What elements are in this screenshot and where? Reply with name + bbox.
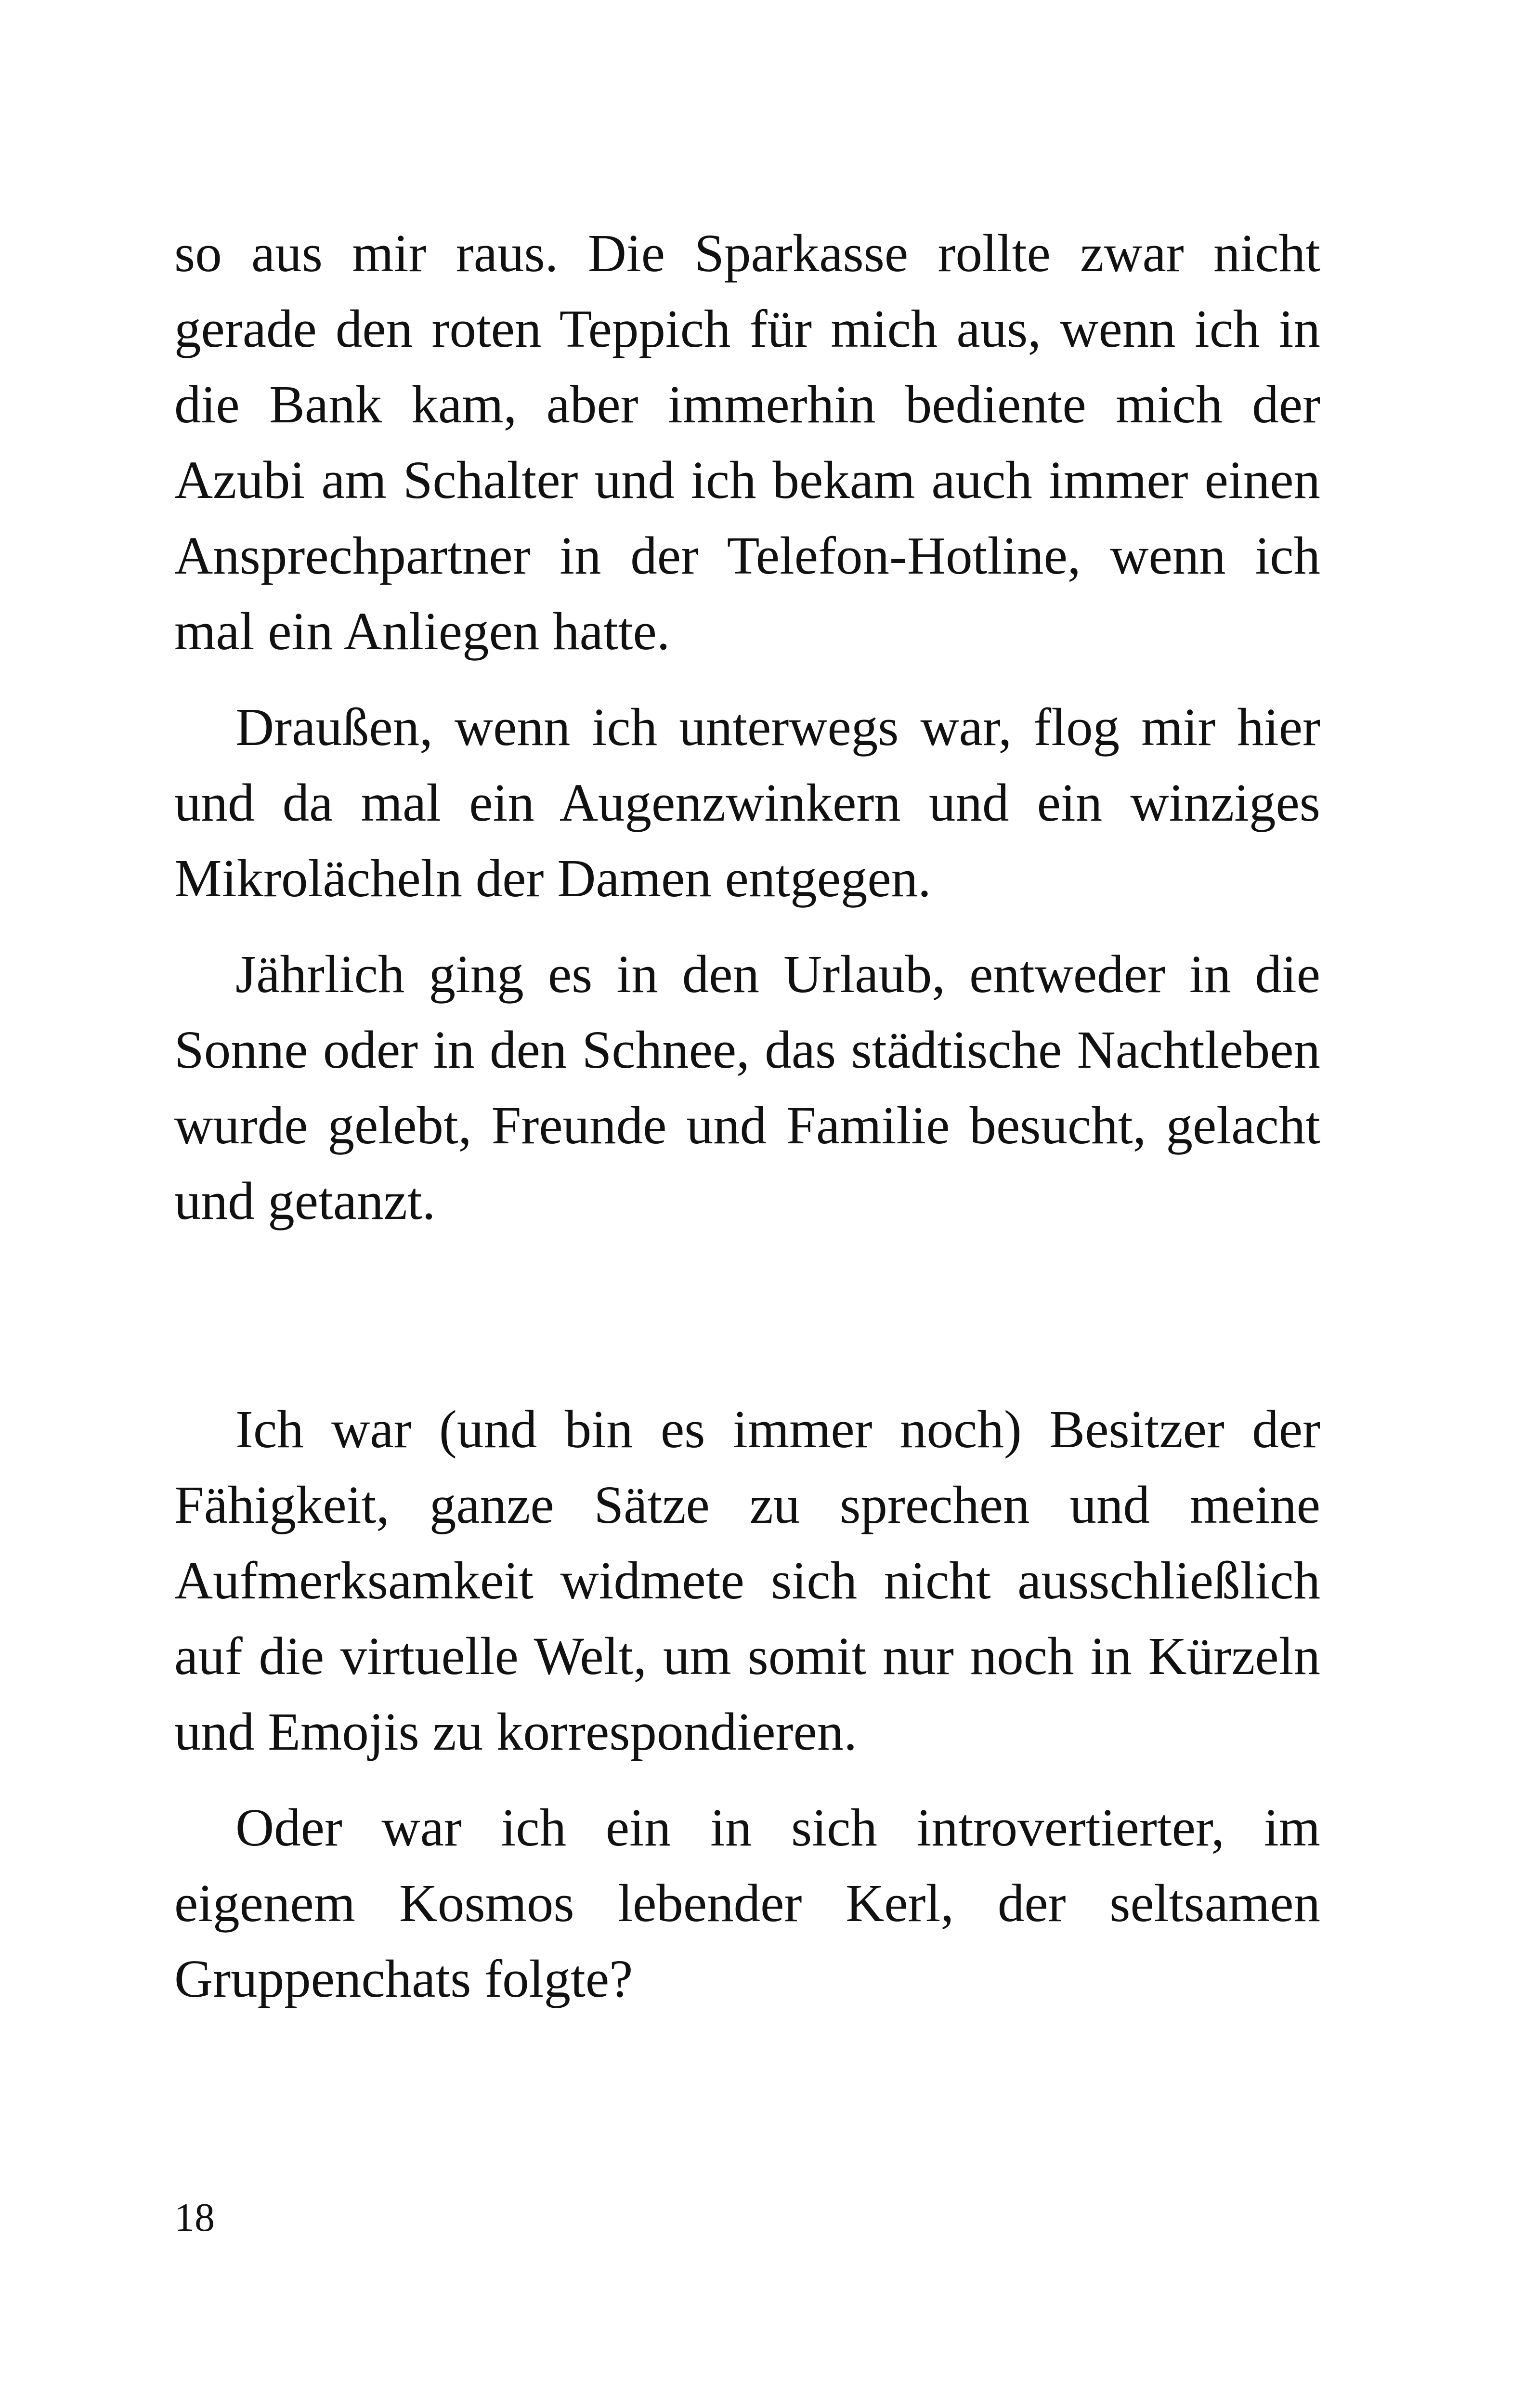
paragraph-5: Oder war ich ein in sich introvertierter, im eigenem Kosmos lebender Kerl, der seltsamen Gruppenchats folgte?	[174, 1798, 1320, 2009]
body-text	[174, 216, 1320, 2017]
paragraph-3: Jährlich ging es in den Urlaub, entweder in die Sonne oder in den Schnee, das städtische Nachtleben wurde gelebt, Freunde und Familie besucht, gelacht und getanzt.	[174, 945, 1320, 1231]
paragraph-2: Draußen, wenn ich unterwegs war, flog mir hier und da mal ein Augenzwinkern und ein winziges Mikrolächeln der Damen entgegen.	[174, 698, 1320, 908]
page-number: 18	[174, 2195, 215, 2240]
paragraph-1: so aus mir raus. Die Sparkasse rollte zwar nicht gerade den roten Teppich für mich aus, wenn ich in die Bank kam, aber immerhin bediente mich der Azubi am Schalter und ich bekam auch immer einen Ansprechpartner in der Telefon-Hotline, wenn ich mal ein Anliegen hatte.	[174, 224, 1320, 661]
paragraph-4: Ich war (und bin es immer noch) Besitzer der Fähigkeit, ganze Sätze zu sprechen und meine Aufmerksamkeit widmete sich nicht ausschließlich auf die virtuelle Welt, um somit nur noch in Kürzeln und Emojis zu korrespondieren.	[174, 1400, 1320, 1762]
